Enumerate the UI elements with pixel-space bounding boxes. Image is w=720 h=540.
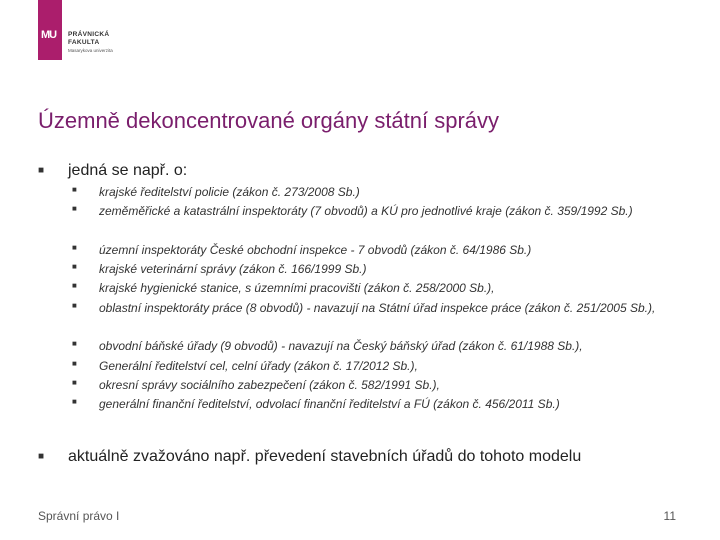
sub-bullet-text: územní inspektoráty České obchodní inspekce - 7 obvodů (zákon č. 64/1986 Sb.) <box>99 242 532 257</box>
logo-subtitle: Masarykova univerzita <box>68 48 113 53</box>
sub-bullet-text: obvodní báňské úřady (9 obvodů) - navazují na Český báňský úřad (zákon č. 61/1988 Sb.), <box>99 339 583 354</box>
page-number: 11 <box>663 509 676 523</box>
square-bullet-icon: ■ <box>72 242 77 252</box>
slide-title: Územně dekoncentrované orgány státní správy <box>38 108 500 133</box>
logo-line-1: PRÁVNICKÁ <box>68 31 110 38</box>
sub-bullet-list <box>72 183 672 415</box>
sub-bullet-item <box>72 357 672 376</box>
sub-bullet-item <box>72 337 672 356</box>
sub-bullet-text: Generální ředitelství cel, celní úřady (zákon č. 17/2012 Sb.), <box>99 358 418 373</box>
logo-mark-text: MU <box>41 29 57 41</box>
sub-bullet-text: okresní správy sociálního zabezpečení (zákon č. 582/1991 Sb.), <box>99 377 440 392</box>
square-bullet-icon: ■ <box>72 204 77 214</box>
sub-bullet-item <box>72 202 672 241</box>
sub-bullet-text: zeměměřické a katastrální inspektoráty (7 obvodů) a KÚ pro jednotlivé kraje (zákon č. 359/1992 Sb.) <box>99 204 633 219</box>
sub-bullet-text: krajské ředitelství policie (zákon č. 273/2008 Sb.) <box>99 185 360 199</box>
sub-bullet-item <box>72 183 672 202</box>
sub-bullet-item <box>72 376 672 395</box>
square-bullet-icon: ■ <box>72 262 77 272</box>
bullet-text: aktuálně zvažováno např. převedení stavebních úřadů do tohoto modelu <box>68 448 582 465</box>
sub-bullet-item <box>72 395 672 414</box>
sub-bullet-text: oblastní inspektoráty práce (8 obvodů) - navazují na Státní úřad inspekce práce (zákon č. 251/2005 Sb.), <box>99 300 656 315</box>
mu-logo-mark <box>38 0 62 60</box>
sub-bullet-item <box>72 279 672 298</box>
square-bullet-icon: ■ <box>72 300 77 310</box>
logo-text <box>68 31 113 53</box>
sub-bullet-item <box>72 260 672 279</box>
sub-bullet-text: generální finanční ředitelství, odvolací finanční ředitelství a FÚ (zákon č. 456/2011 Sb.) <box>99 397 560 412</box>
sub-bullet-item <box>72 299 672 338</box>
square-bullet-icon: ■ <box>72 397 77 407</box>
sub-bullet-item <box>72 241 672 260</box>
square-bullet-icon: ■ <box>72 339 77 349</box>
square-bullet-icon: ■ <box>38 451 45 462</box>
square-bullet-icon: ■ <box>72 358 77 368</box>
square-bullet-icon: ■ <box>72 281 77 291</box>
bullet-text: jedná se např. o: <box>68 162 188 179</box>
logo-line-2: FAKULTA <box>68 39 100 46</box>
sub-bullet-text: krajské veterinární správy (zákon č. 166/1999 Sb.) <box>99 262 367 277</box>
square-bullet-icon: ■ <box>72 185 77 194</box>
footer-course: Správní právo I <box>38 509 120 523</box>
square-bullet-icon: ■ <box>72 377 77 387</box>
square-bullet-icon: ■ <box>38 165 45 176</box>
sub-bullet-text: krajské hygienické stanice, s územními pracovišti (zákon č. 258/2000 Sb.), <box>99 281 495 296</box>
